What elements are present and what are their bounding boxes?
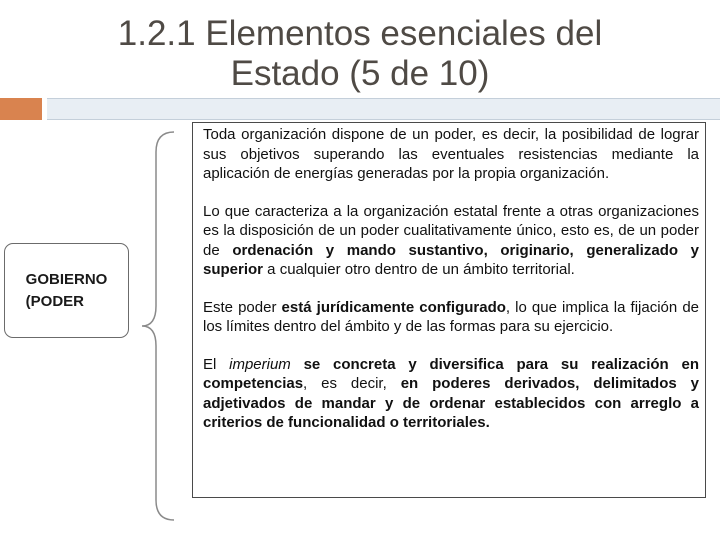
paragraph-2-bold: ordenación y mando sustantivo, originario, generalizado y superior xyxy=(203,241,699,278)
paragraph-2-text-a: Lo que caracteriza a la organización estatal frente a otras organizaciones es la disposición de un poder cualitativamente único, esto es, de un poder de xyxy=(203,202,699,259)
title-rule-bar xyxy=(47,98,720,120)
paragraph-4-bold-2: en poderes derivados, delimitados y adjetivados de mandar y de ordenar establecidos con arreglo a criterios de funcionalidad o territoriales. xyxy=(203,375,699,431)
gobierno-label-box xyxy=(4,243,129,338)
paragraph-4-italic: imperium xyxy=(229,355,291,373)
paragraph-2 xyxy=(203,202,699,280)
gobierno-label-line-1: GOBIERNO xyxy=(25,270,108,288)
gobierno-label-line-2: (PODER xyxy=(25,292,84,310)
paragraph-3-bold: está jurídicamente configurado xyxy=(281,298,506,316)
slide-title-line-2: Estado (5 de 10) xyxy=(230,54,490,93)
paragraph-1: Toda organización dispone de un poder, es decir, la posibilidad de lograr sus objetivos superando las eventuales resistencias mediante la aplicación de energías generadas por la propia organización. xyxy=(203,126,699,182)
slide-title xyxy=(40,14,680,94)
content-text xyxy=(203,125,699,451)
gobierno-label xyxy=(26,269,108,313)
paragraph-4 xyxy=(203,355,699,433)
curly-brace xyxy=(138,128,188,528)
slide-title-line-1: 1.2.1 Elementos esenciales del xyxy=(117,14,603,53)
paragraph-3-text-a: Este poder xyxy=(203,298,282,316)
paragraph-2-text-c: a cualquier otro dentro de un ámbito territorial. xyxy=(263,261,575,278)
paragraph-3-text-c: , lo que implica la fijación de los límites dentro del ámbito y de las formas para su ejercicio. xyxy=(203,298,699,335)
paragraph-4-text-a: El xyxy=(203,355,230,373)
paragraph-3 xyxy=(203,298,699,337)
paragraph-4-text-d: , es decir, xyxy=(303,375,401,392)
paragraph-4-bold-1: se concreta y diversifica para su realización en competencias xyxy=(203,355,699,392)
accent-bar xyxy=(0,98,42,120)
